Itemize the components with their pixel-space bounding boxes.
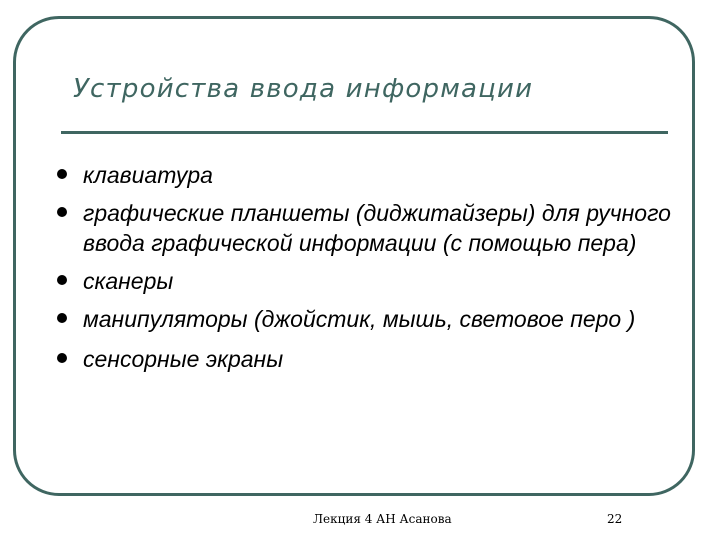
title-divider bbox=[61, 131, 668, 134]
bullet-text: сканеры bbox=[83, 268, 174, 294]
bullet-item-tablets bbox=[45, 198, 685, 258]
bullet-text: клавиатура bbox=[83, 162, 213, 188]
bullet-item-manipulators bbox=[45, 304, 685, 334]
bullet-dot-icon bbox=[57, 353, 67, 363]
bullet-item-keyboard bbox=[45, 160, 685, 190]
bullet-dot-icon bbox=[57, 169, 67, 179]
bullet-dot-icon bbox=[57, 313, 67, 323]
slide-title: Устройства ввода информации bbox=[73, 74, 534, 104]
footer-page-number: 22 bbox=[607, 512, 623, 526]
bullet-item-scanners bbox=[45, 266, 685, 296]
bullet-text: манипуляторы (джойстик, мышь, световое перо ) bbox=[83, 306, 636, 332]
bullet-dot-icon bbox=[57, 275, 67, 285]
bullet-item-touchscreens bbox=[45, 344, 685, 374]
bullet-text: графические планшеты (диджитайзеры) для ручного ввода графической информации (с помощью пера) bbox=[83, 200, 671, 256]
bullet-list bbox=[45, 160, 685, 374]
bullet-dot-icon bbox=[57, 207, 67, 217]
bullet-text: сенсорные экраны bbox=[83, 346, 284, 372]
footer-lecture-label: Лекция 4 АН Асанова bbox=[313, 512, 452, 526]
